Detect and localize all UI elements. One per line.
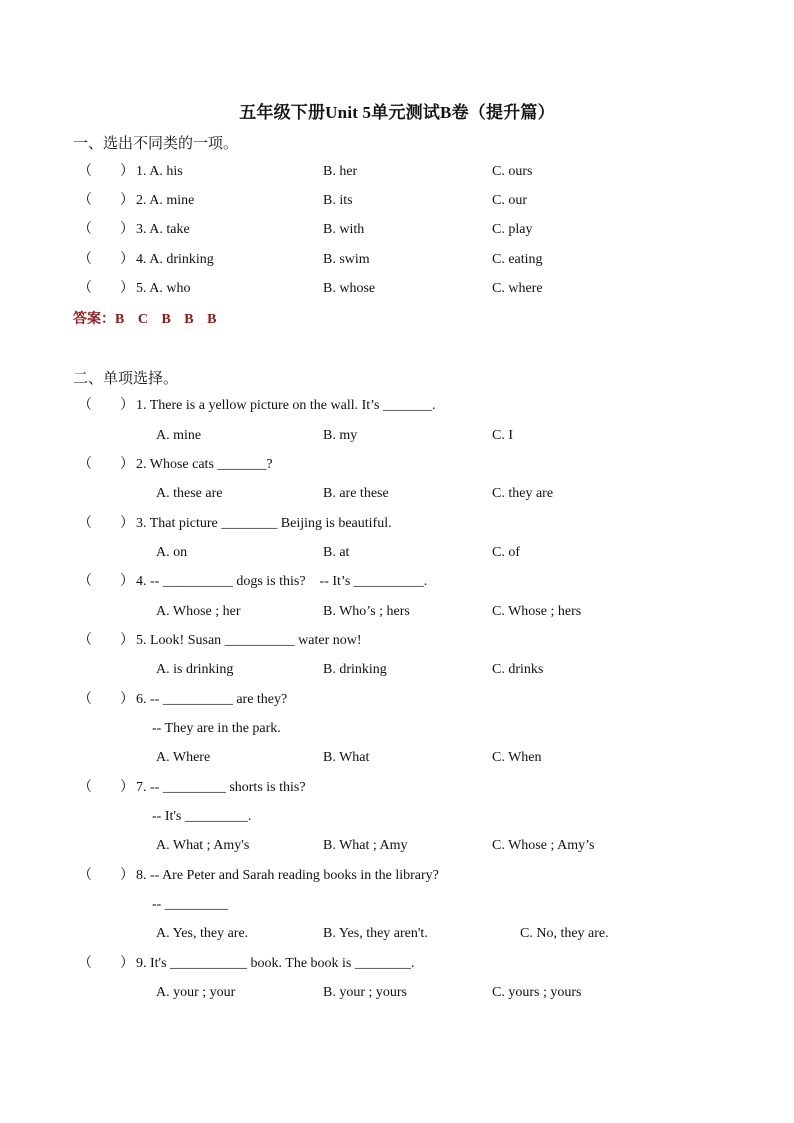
option-b: B. swim — [323, 252, 370, 267]
s2-question-3-options — [0, 543, 794, 563]
s2-question-1: （ ） 1. There is a yellow picture on the wall. It’s _______. — [0, 396, 794, 416]
option-c: C. play — [492, 222, 533, 237]
option-c: C. When — [492, 750, 542, 765]
answer-text: B C B B B — [115, 312, 217, 327]
option-b: B. at — [323, 545, 350, 560]
s2-question-3: （ ） 3. That picture ________ Beijing is beautiful. — [0, 514, 794, 534]
s1-question-1: （ ） 1. A. his B. her C. ours — [0, 162, 794, 182]
option-a: 5. A. who — [136, 281, 191, 296]
s2-question-5: （ ） 5. Look! Susan __________ water now! — [0, 631, 794, 651]
option-a: 1. A. his — [136, 164, 183, 179]
option-b: B. What — [323, 750, 370, 765]
option-c: C. our — [492, 193, 527, 208]
option-c: C. Whose ; hers — [492, 604, 582, 619]
option-b: B. Who’s ; hers — [323, 604, 410, 619]
s2-question-6-options — [0, 748, 794, 768]
question-text: 9. It's ___________ book. The book is ________. — [136, 956, 415, 971]
option-b: B. its — [323, 193, 353, 208]
option-c: C. I — [492, 428, 513, 443]
question-text: 5. Look! Susan __________ water now! — [136, 633, 362, 648]
option-a: 2. A. mine — [136, 193, 195, 208]
option-a: A. Where — [156, 750, 211, 765]
s2-question-1-options — [0, 426, 794, 446]
option-a: A. these are — [156, 486, 223, 501]
question-text: 1. There is a yellow picture on the wall. It’s _______. — [136, 398, 436, 413]
s2-question-7: （ ） 7. -- _________ shorts is this? — [0, 778, 794, 798]
option-a: A. mine — [156, 428, 202, 443]
option-b: B. her — [323, 164, 358, 179]
option-a: 3. A. take — [136, 222, 190, 237]
question-text: 8. -- Are Peter and Sarah reading books in the library? — [136, 868, 439, 883]
s2-question-9: （ ） 9. It's ___________ book. The book is ________. — [0, 954, 794, 974]
s1-question-3: （ ） 3. A. take B. with C. play — [0, 220, 794, 240]
section1-heading: 一、选出不同类的一项。 — [73, 136, 239, 152]
s2-question-4-options — [0, 602, 794, 622]
option-c: C. eating — [492, 252, 543, 267]
s2-question-2: （ ） 2. Whose cats _______? — [0, 455, 794, 475]
option-a: A. Whose ; her — [156, 604, 241, 619]
option-c: C. yours ; yours — [492, 985, 582, 1000]
option-a: A. Yes, they are. — [156, 926, 249, 941]
s1-question-2: （ ） 2. A. mine B. its C. our — [0, 191, 794, 211]
s2-question-5-options — [0, 660, 794, 680]
option-a: A. is drinking — [156, 662, 234, 677]
option-b: B. drinking — [323, 662, 387, 677]
answer-label: 答案： — [73, 312, 115, 327]
s2-question-7-options — [0, 836, 794, 856]
option-b: B. What ; Amy — [323, 838, 408, 853]
option-b: B. whose — [323, 281, 376, 296]
question-text: 2. Whose cats _______? — [136, 457, 273, 472]
s2-question-8-line2 — [0, 895, 794, 915]
question-continuation: -- They are in the park. — [152, 721, 281, 736]
s2-question-9-options — [0, 983, 794, 1003]
page-title: 五年级下册Unit 5单元测试B卷（提升篇） — [239, 103, 555, 122]
option-c: C. they are — [492, 486, 554, 501]
answer-key — [73, 308, 216, 328]
s2-question-6-line2 — [0, 719, 794, 739]
s1-question-4: （ ） 4. A. drinking B. swim C. eating — [0, 250, 794, 270]
option-c: C. where — [492, 281, 543, 296]
option-c: C. ours — [492, 164, 533, 179]
option-c: C. drinks — [492, 662, 544, 677]
option-a: A. your ; your — [156, 985, 236, 1000]
option-b: B. my — [323, 428, 358, 443]
question-continuation: -- It's _________. — [152, 809, 252, 824]
option-b: B. with — [323, 222, 365, 237]
question-text: 6. -- __________ are they? — [136, 692, 288, 707]
option-c: C. of — [492, 545, 520, 560]
option-a: A. What ; Amy's — [156, 838, 250, 853]
s2-question-8-options — [0, 924, 794, 944]
option-b: B. Yes, they aren't. — [323, 926, 428, 941]
question-text: 4. -- __________ dogs is this? -- It’s __________. — [136, 574, 428, 589]
question-text: 3. That picture ________ Beijing is beautiful. — [136, 516, 392, 531]
s2-question-2-options — [0, 484, 794, 504]
option-a: 4. A. drinking — [136, 252, 214, 267]
section2-heading: 二、单项选择。 — [73, 371, 179, 387]
s2-question-7-line2 — [0, 807, 794, 827]
s2-question-4: （ ） 4. -- __________ dogs is this? -- It’s __________. — [0, 572, 794, 592]
s2-question-8: （ ） 8. -- Are Peter and Sarah reading books in the library? — [0, 866, 794, 886]
option-b: B. your ; yours — [323, 985, 407, 1000]
option-b: B. are these — [323, 486, 389, 501]
question-text: 7. -- _________ shorts is this? — [136, 780, 306, 795]
s1-question-5: （ ） 5. A. who B. whose C. where — [0, 279, 794, 299]
option-c: C. Whose ; Amy’s — [492, 838, 595, 853]
option-c: C. No, they are. — [520, 926, 609, 941]
s2-question-6: （ ） 6. -- __________ are they? — [0, 690, 794, 710]
question-continuation: -- _________ — [152, 897, 228, 912]
option-a: A. on — [156, 545, 188, 560]
